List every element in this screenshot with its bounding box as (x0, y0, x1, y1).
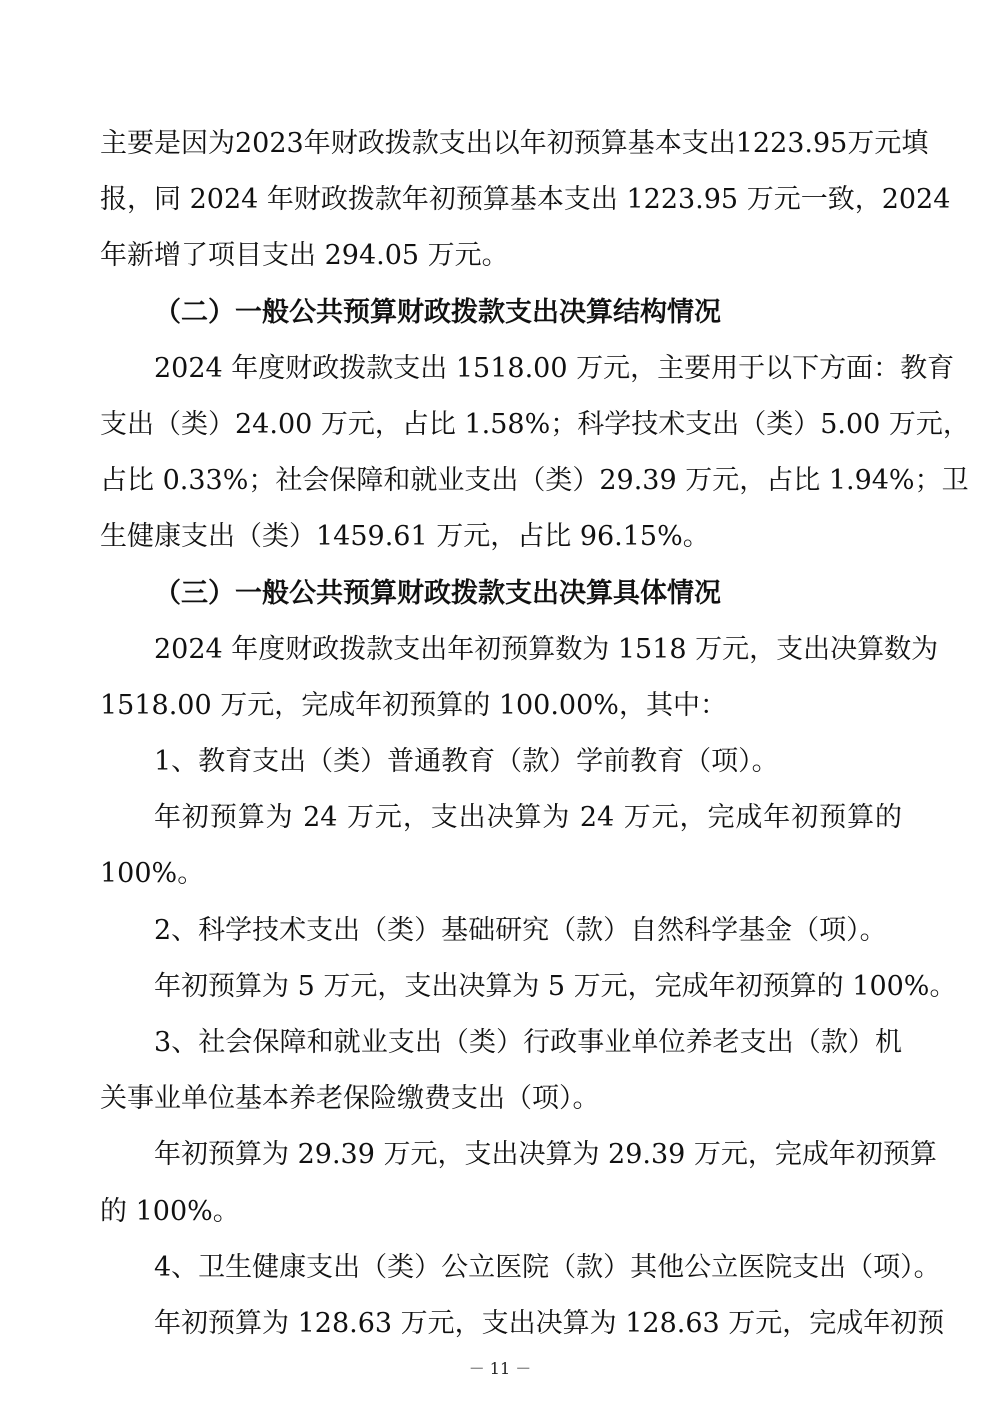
paragraph-line: 关事业单位基本养老保险缴费支出（项）。 (100, 1083, 600, 1115)
paragraph-line: 占比 0.33%；社会保障和就业支出（类）29.39 万元，占比 1.94%；卫 (100, 465, 969, 497)
paragraph-line: 2024 年度财政拨款支出年初预算数为 1518 万元，支出决算数为 (154, 633, 939, 665)
paragraph-line: 100%。 (100, 858, 205, 890)
section-heading: （三）一般公共预算财政拨款支出决算具体情况 (154, 577, 721, 609)
document-body (100, 116, 970, 1352)
paragraph-line: 主要是因为2023年财政拨款支出以年初预算基本支出1223.95万元填 (100, 128, 929, 159)
list-item-heading: 2、科学技术支出（类）基础研究（款）自然科学基金（项）。 (154, 914, 887, 946)
paragraph-line: 年新增了项目支出 294.05 万元。 (100, 240, 509, 272)
paragraph-line: 生健康支出（类）1459.61 万元，占比 96.15%。 (100, 521, 710, 553)
list-item-heading: 1、教育支出（类）普通教育（款）学前教育（项）。 (154, 746, 779, 778)
paragraph-line: 1518.00 万元，完成年初预算的 100.00%，其中： (100, 689, 727, 721)
paragraph-line: 2024 年度财政拨款支出 1518.00 万元，主要用于以下方面：教育 (154, 352, 955, 384)
list-item-heading: 4、卫生健康支出（类）公立医院（款）其他公立医院支出（项）。 (154, 1251, 941, 1283)
paragraph-line: 年初预算为 5 万元，支出决算为 5 万元，完成年初预算的 100%。 (154, 970, 957, 1002)
page-number: － 11 － (468, 1359, 532, 1378)
paragraph-line: 年初预算为 128.63 万元，支出决算为 128.63 万元，完成年初预 (154, 1307, 945, 1339)
paragraph-line: 报，同 2024 年财政拨款年初预算基本支出 1223.95 万元一致，2024 (100, 184, 951, 216)
list-item-heading: 3、社会保障和就业支出（类）行政事业单位养老支出（款）机 (154, 1027, 902, 1058)
section-heading: （二）一般公共预算财政拨款支出决算结构情况 (154, 296, 721, 328)
paragraph-line: 的 100%。 (100, 1195, 240, 1227)
paragraph-line: 年初预算为 24 万元，支出决算为 24 万元，完成年初预算的 (154, 802, 902, 834)
paragraph-line: 支出（类）24.00 万元，占比 1.58%；科学技术支出（类）5.00 万元， (100, 408, 970, 440)
paragraph-line: 年初预算为 29.39 万元，支出决算为 29.39 万元，完成年初预算 (154, 1139, 937, 1171)
